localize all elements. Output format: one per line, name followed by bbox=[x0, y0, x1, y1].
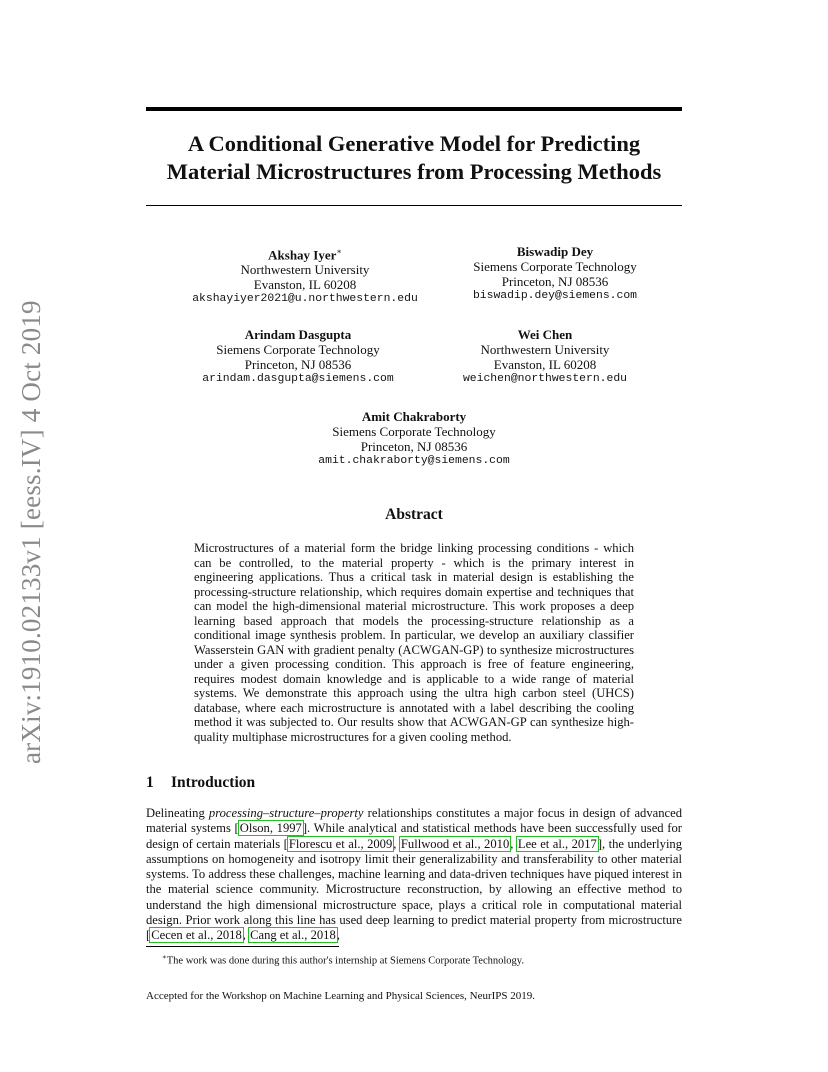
citation-link[interactable]: Cang et al., 2018 bbox=[250, 928, 336, 943]
citation-link[interactable]: Florescu et al., 2009 bbox=[288, 836, 393, 851]
section-title: Introduction bbox=[171, 774, 256, 791]
author-name: Arindam Dasgupta bbox=[244, 327, 352, 342]
page-footer: Accepted for the Workshop on Machine Learning and Physical Sciences, NeurIPS 2019. bbox=[146, 990, 536, 1002]
intro-text: , bbox=[336, 928, 340, 943]
title-top-rule bbox=[146, 107, 682, 111]
footnote-mark: ∗ bbox=[336, 247, 342, 256]
title-line-1: A Conditional Generative Model for Predicting bbox=[187, 131, 641, 156]
citation-separator: , bbox=[242, 928, 250, 943]
author-affiliation: Northwestern University bbox=[240, 262, 370, 278]
section-heading bbox=[146, 774, 255, 792]
intro-text: relationships constitutes a major focus in design of advanced material systems [ bbox=[146, 806, 682, 836]
citation-link[interactable]: Cecen et al., 2018 bbox=[151, 928, 242, 943]
intro-emphasis: processing–structure–property bbox=[208, 806, 364, 820]
citation-link[interactable]: Lee et al., 2017 bbox=[517, 836, 597, 851]
intro-text: ]. While analytical and statistical methods have been successfully used for design of certain materials [ bbox=[146, 821, 682, 851]
author-email: amit.chakraborty@siemens.com bbox=[318, 455, 510, 467]
author-name: Wei Chen bbox=[517, 327, 573, 342]
author-email: arindam.dasgupta@siemens.com bbox=[202, 373, 394, 385]
author-name: Biswadip Dey bbox=[516, 244, 594, 259]
author-address: Evanston, IL 60208 bbox=[493, 357, 597, 372]
citation-separator: , bbox=[393, 836, 400, 851]
footnote bbox=[162, 951, 524, 968]
abstract-text: Microstructures of a material form the bridge linking processing conditions - which can be controlled, to the material property - which is the primary interest in engineering applications. Thus a critical task in material design is establishing the processing-structure relationship, which requires domain expertise and techniques that can model the high-dimensional material microstructure. This work proposes a deep learning based approach that models the processing-structure relationship as a conditional image synthesis problem. In particular, we develop an auxiliary classifier Wasserstein GAN with gradient penalty (ACWGAN-GP) to synthesize microstructures under a given processing condition. This approach is free of feature engineering, requires modest domain knowledge and is applicable to a wide range of material systems. We demonstrate this approach using the ultra high carbon steel (UHCS) database, where each microstructure is annotated with a label describing the cooling method it was subjected to. Our results show that ACWGAN-GP can synthesize high-quality multiphase microstructures for a given cooling method. bbox=[194, 541, 634, 744]
author-affiliation: Siemens Corporate Technology bbox=[473, 259, 637, 274]
author-affiliation: Northwestern University bbox=[480, 342, 610, 357]
citation-separator: , bbox=[510, 836, 517, 851]
author-address: Princeton, NJ 08536 bbox=[244, 357, 352, 372]
author-address: Princeton, NJ 08536 bbox=[360, 439, 468, 454]
title-line-2: Material Microstructures from Processing Methods bbox=[166, 159, 662, 184]
footnote-mark: ∗ bbox=[162, 953, 167, 961]
paper-title bbox=[146, 130, 682, 186]
footnote-rule bbox=[146, 946, 339, 947]
author-block-2 bbox=[405, 244, 705, 304]
author-email: akshayiyer2021@u.northwestern.edu bbox=[192, 293, 418, 306]
intro-text: Delineating bbox=[146, 806, 209, 820]
title-bottom-rule bbox=[146, 205, 682, 206]
section-number: 1 bbox=[146, 774, 154, 791]
author-email: weichen@northwestern.edu bbox=[462, 373, 628, 385]
footnote-text: The work was done during this author's internship at Siemens Corporate Technology. bbox=[166, 955, 524, 967]
abstract-heading: Abstract bbox=[385, 506, 443, 523]
author-affiliation: Siemens Corporate Technology bbox=[332, 424, 496, 439]
author-address: Princeton, NJ 08536 bbox=[501, 274, 609, 289]
author-block-5 bbox=[264, 409, 564, 469]
intro-text: ], the underlying assumptions on homogeneity and isotropy limit their generalizability and transferability to other material systems. To address these challenges, machine learning and data-driven techniques have piqued interest in the material science community. Microstructure reconstruction, by allowing an effective method to understand the high dimensional microstructure space, plays a critical role in computational material design. Prior work along this line has used deep learning to predict material property from microstructure [ bbox=[146, 836, 683, 943]
author-name: Amit Chakraborty bbox=[361, 409, 467, 424]
introduction-paragraph bbox=[146, 806, 682, 944]
author-name: Akshay Iyer bbox=[268, 247, 337, 263]
author-address: Evanston, IL 60208 bbox=[253, 277, 357, 293]
author-email: biswadip.dey@siemens.com bbox=[472, 290, 638, 302]
author-block-4 bbox=[395, 327, 695, 387]
author-affiliation: Siemens Corporate Technology bbox=[216, 342, 380, 357]
citation-link[interactable]: Olson, 1997 bbox=[239, 821, 302, 836]
citation-link[interactable]: Fullwood et al., 2010 bbox=[400, 836, 510, 851]
arxiv-identifier-text: arXiv:1910.02133v1 [eess.IV] 4 Oct 2019 bbox=[16, 300, 46, 764]
